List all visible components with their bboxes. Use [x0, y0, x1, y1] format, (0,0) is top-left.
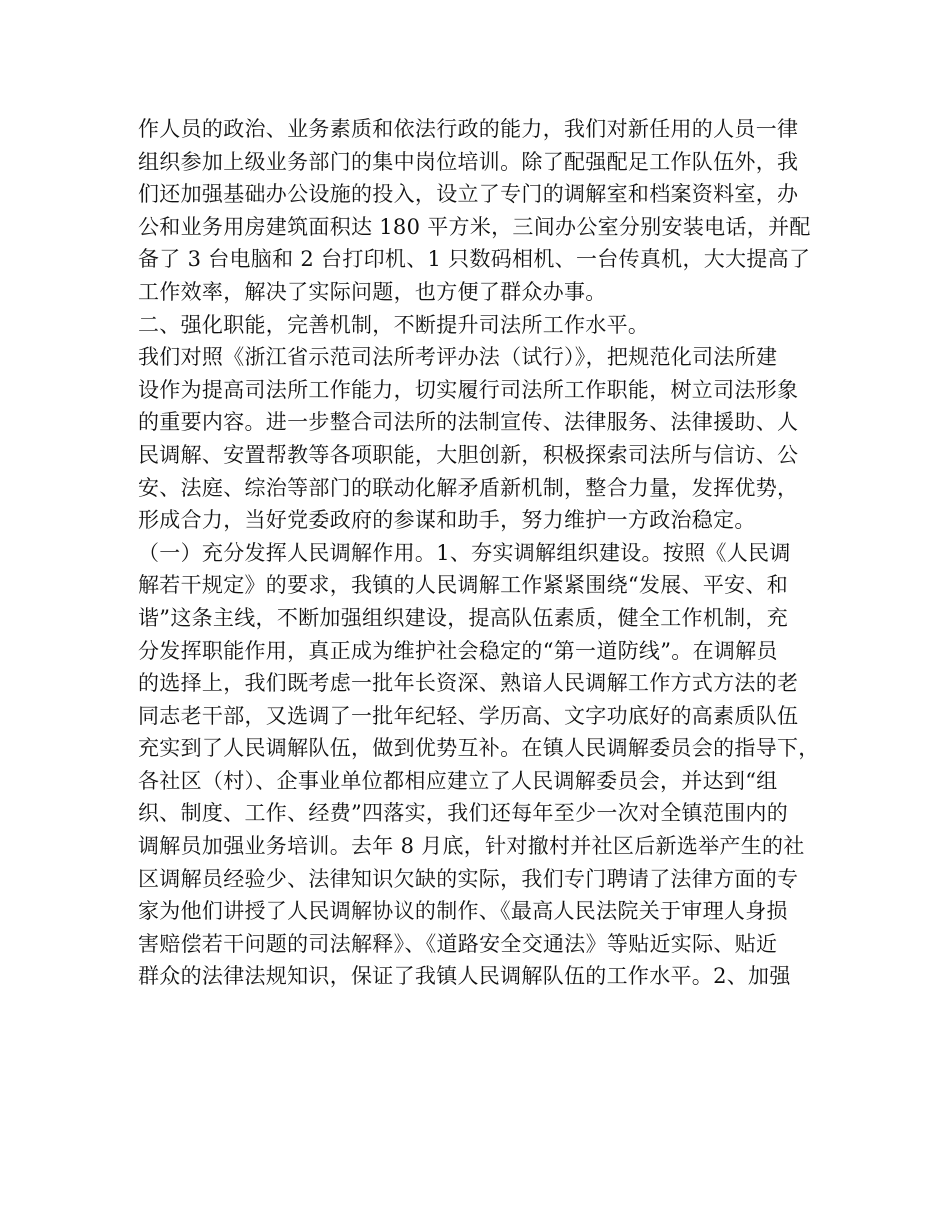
text-line: 们还加强基础办公设施的投入，设立了专门的调解室和档案资料室，办	[138, 182, 799, 207]
text-line: 各社区（村）、企事业单位都相应建立了人民调解委员会，并达到“组	[138, 768, 778, 793]
text-line: 组织参加上级业务部门的集中岗位培训。除了配强配足工作队伍外，我	[138, 149, 799, 174]
text-line: 害赔偿若干问题的司法解释》、《道路安全交通法》等贴近实际、贴近	[138, 931, 778, 956]
text-line: 区调解员经验少、法律知识欠缺的实际，我们专门聘请了法律方面的专	[138, 866, 799, 891]
text-line: 分发挥职能作用，真正成为维护社会稳定的“第一道防线”。在调解员	[138, 638, 778, 663]
text-line: （一）充分发挥人民调解作用。1、夯实调解组织建设。按照《人民调	[138, 540, 791, 565]
document-body	[138, 113, 838, 993]
text-line: 的选择上，我们既考虑一批年长资深、熟谙人民调解工作方式方法的老	[138, 671, 799, 696]
text-line: 群众的法律法规知识，保证了我镇人民调解队伍的工作水平。2、加强	[138, 964, 791, 989]
text-line: 作人员的政治、业务素质和依法行政的能力，我们对新任用的人员一律	[138, 117, 799, 141]
section-heading: 二、强化职能，完善机制，不断提升司法所工作水平。	[138, 312, 650, 337]
text-line: 谐”这条主线，不断加强组织建设，提高队伍素质，健全工作机制，充	[138, 605, 789, 630]
text-line: 公和业务用房建筑面积达 180 平方米，三间办公室分别安装电话，并配	[138, 214, 811, 239]
text-line: 工作效率，解决了实际问题，也方便了群众办事。	[138, 279, 607, 304]
text-line: 安、法庭、综治等部门的联动化解矛盾新机制，整合力量，发挥优势，	[138, 475, 799, 500]
text-line: 解若干规定》的要求，我镇的人民调解工作紧紧围绕“发展、平安、和	[138, 573, 789, 598]
text-line: 调解员加强业务培训。去年 8 月底，针对撤村并社区后新选举产生的社	[138, 834, 805, 859]
text-line: 同志老干部，又选调了一批年纪轻、学历高、文字功底好的高素质队伍	[138, 703, 799, 728]
text-line: 备了 3 台电脑和 2 台打印机、1 只数码相机、一台传真机，大大提高了	[138, 247, 811, 272]
text-line: 家为他们讲授了人民调解协议的制作、《最高人民法院关于审理人身损	[138, 899, 788, 924]
text-line: 织、制度、工作、经费”四落实，我们还每年至少一次对全镇范围内的	[138, 801, 789, 826]
text-line: 的重要内容。进一步整合司法所的法制宣传、法律服务、法律援助、人	[138, 410, 799, 435]
text-line: 充实到了人民调解队伍，做到优势互补。在镇人民调解委员会的指导下，	[138, 736, 820, 761]
text-line: 形成合力，当好党委政府的参谋和助手，努力维护一方政治稳定。	[138, 508, 756, 533]
text-line: 设作为提高司法所工作能力，切实履行司法所工作职能，树立司法形象	[138, 377, 799, 402]
text-line: 我们对照《浙江省示范司法所考评办法（试行）》，把规范化司法所建	[138, 345, 778, 370]
text-line: 民调解、安置帮教等各项职能，大胆创新，积极探索司法所与信访、公	[138, 442, 799, 467]
